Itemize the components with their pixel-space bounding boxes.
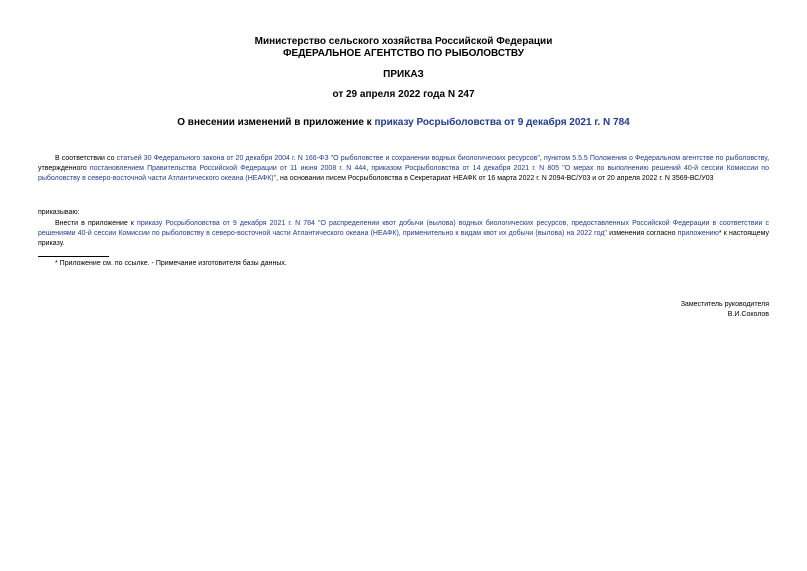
order-text-1: Внести в приложение к <box>55 220 138 227</box>
order-text-3: * к настоящему приказу. <box>38 230 770 247</box>
subject-prefix: О внесении изменений в приложение к <box>177 117 375 128</box>
subject-order-link[interactable]: приказу Росрыболовства от 9 декабря 2021 г. N 784 <box>374 117 630 128</box>
document-subject <box>0 117 807 129</box>
footnote-divider <box>38 256 109 257</box>
signatory-position: Заместитель руководителя <box>680 301 769 308</box>
document-date-number: от 29 апреля 2022 года N 247 <box>332 89 475 100</box>
federal-law-link[interactable]: статьей 30 Федерального закона от 20 декабря 2004 г. N 166-ФЗ "О рыболовстве и сохранении водных биологических ресурсов" <box>116 155 540 162</box>
agency-title: ФЕДЕРАЛЬНОЕ АГЕНТСТВО ПО РЫБОЛОВСТВУ <box>283 48 524 59</box>
order-paragraph <box>38 219 769 249</box>
preamble-paragraph <box>38 154 769 184</box>
preamble-text-3: , утвержденного <box>38 155 770 172</box>
appendix-link[interactable]: приложению <box>677 230 719 237</box>
order-784-link[interactable]: приказу Росрыболовства от 9 декабря 2021 г. N 784 "О распределении квот добычи (вылова) водных биологических ресурсов, предоставленных Российской Федерации в соответствии с решениями 40-й сессии Комиссии по рыболовству в северо-восточной части Атлантического океана (НЕАФК), применительно к видам квот их добычи (вылова) на 2022 год" <box>38 220 770 237</box>
order-word: приказываю: <box>38 209 80 216</box>
regulation-link[interactable]: пунктом 5.5.5 Положения о Федеральном агентстве по рыболовству <box>543 155 768 162</box>
order-text-2: изменения согласно <box>606 230 678 237</box>
document-type: ПРИКАЗ <box>383 69 424 80</box>
footnote-text: * Приложение см. по ссылке. - Примечание изготовителя базы данных. <box>55 260 287 267</box>
signatory-name: В.И.Соколов <box>727 311 769 318</box>
preamble-text-5: , на основании писем Росрыболовства в Секретариат НЕАФК от 16 марта 2022 г. N 2094-ВС/У03 и от 20 апреля 2022 г. N 3569-ВС/У03 <box>276 175 714 182</box>
preamble-text-2: , <box>539 155 544 162</box>
government-decree-link[interactable]: постановлением Правительства Российской Федерации от 11 июня 2008 г. N 444 <box>89 165 367 172</box>
preamble-text-1: В соответствии со <box>55 155 117 162</box>
ministry-title: Министерство сельского хозяйства Российской Федерации <box>254 36 553 47</box>
preamble-text-4: , <box>366 165 372 172</box>
order-805-link[interactable]: приказом Росрыболовства от 14 декабря 2021 г. N 805 "О мерах по выполнению решений 40-й сессии Комиссии по рыболовству в северо-восточной части Атлантического океана (НЕАФК)" <box>38 165 769 182</box>
